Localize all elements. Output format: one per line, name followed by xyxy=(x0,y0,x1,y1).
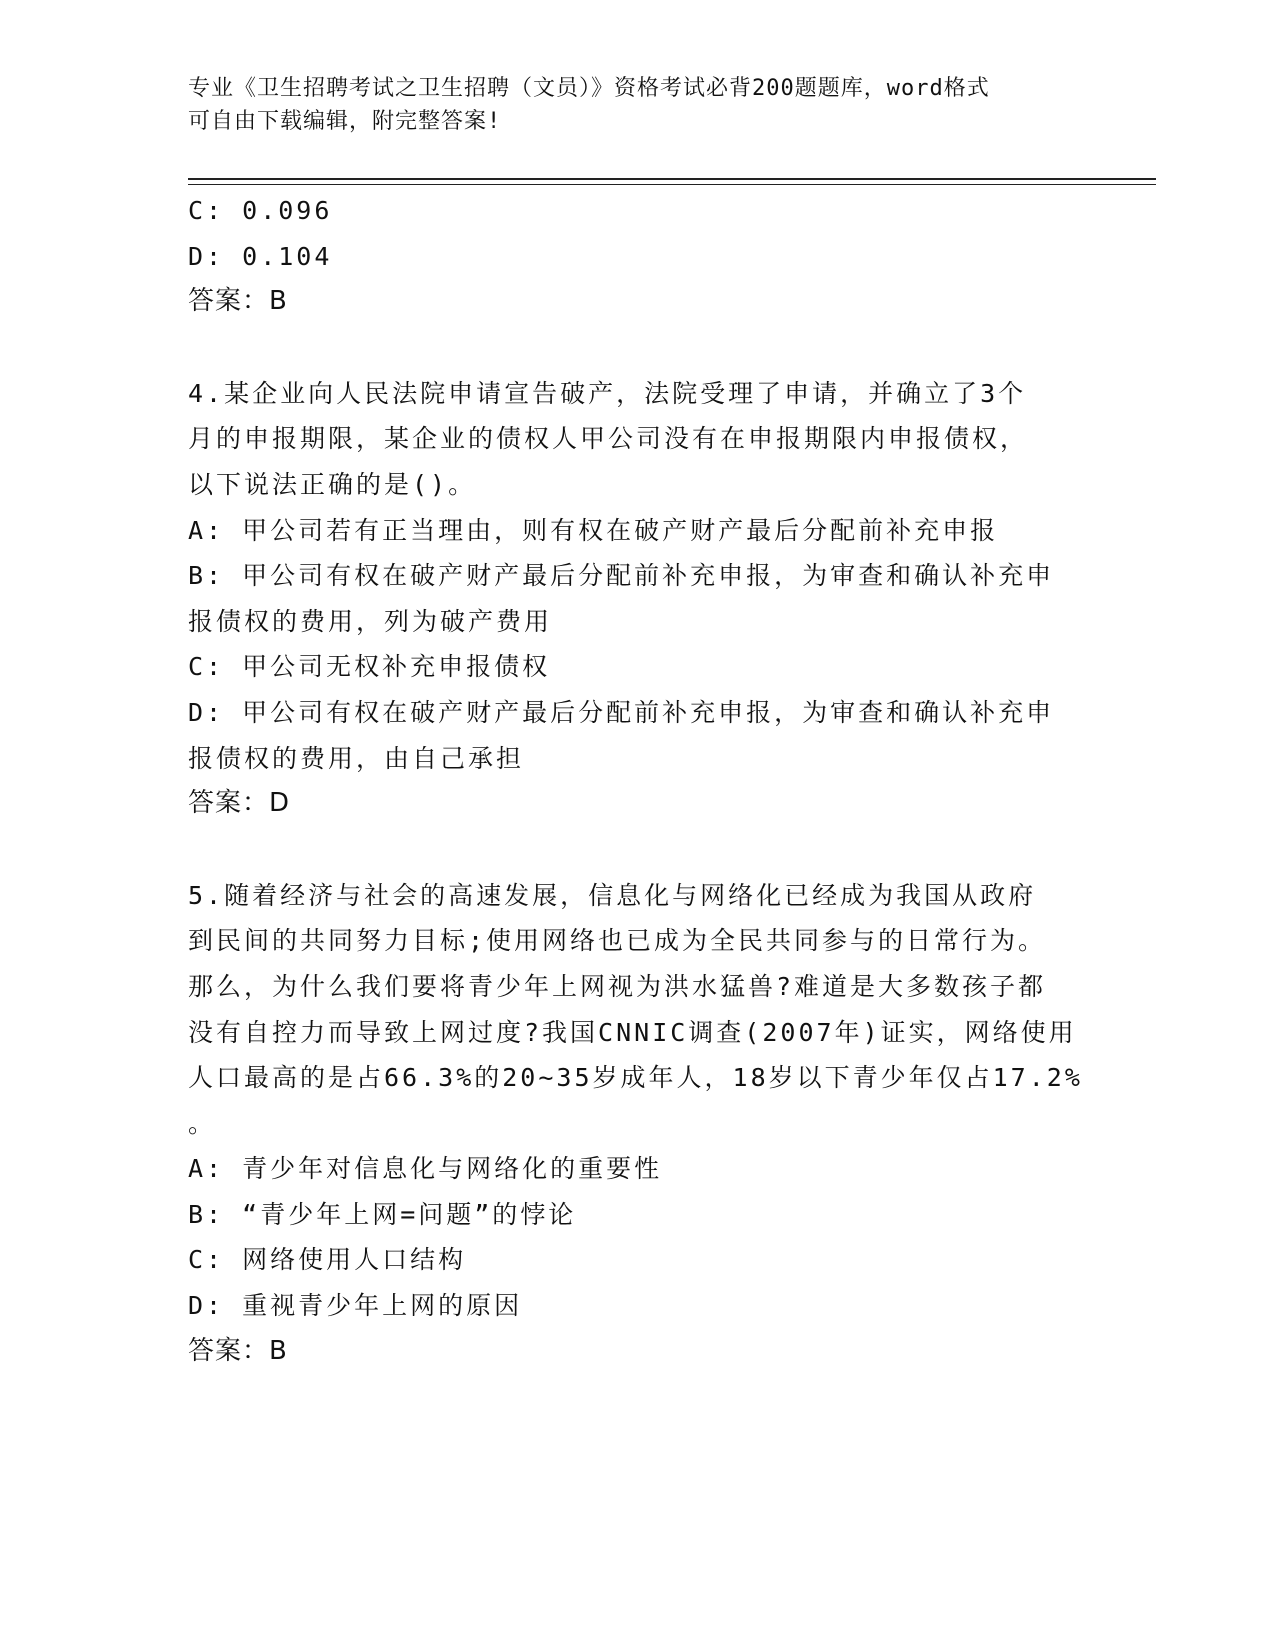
q4-option-b-line: B: 甲公司有权在破产财产最后分配前补充申报，为审查和确认补充申 xyxy=(188,561,1055,591)
q4-stem-line: 4.某企业向人民法院申请宣告破产，法院受理了申请，并确立了3个 xyxy=(188,378,1027,408)
q4-answer: 答案：D xyxy=(188,788,291,819)
question-5 xyxy=(188,873,1088,1375)
q3-option-c: C: 0.096 xyxy=(188,196,333,225)
header-title-line-1: 专业《卫生招聘考试之卫生招聘（文员）》资格考试必背200题题库，word格式 xyxy=(188,76,990,101)
q5-option-b: B: “青少年上网=问题”的悖论 xyxy=(188,1199,577,1229)
spacer xyxy=(188,827,1088,873)
q3-option-d: D: 0.104 xyxy=(188,241,333,271)
q4-option-d-line: 报债权的费用，由自己承担 xyxy=(188,743,525,773)
q5-stem-line: 那么，为什么我们要将青少年上网视为洪水猛兽?难道是大多数孩子都 xyxy=(188,971,1047,1001)
spacer xyxy=(188,325,1088,371)
document-header xyxy=(188,72,1088,138)
question-3 xyxy=(188,188,1088,325)
document-body xyxy=(188,188,1088,1374)
q4-stem-line: 月的申报期限，某企业的债权人甲公司没有在申报期限内申报债权， xyxy=(188,424,1029,454)
q5-stem-line: 到民间的共同努力目标;使用网络也已成为全民共同参与的日常行为。 xyxy=(188,926,1047,956)
q5-answer: 答案：B xyxy=(188,1335,288,1366)
q3-answer: 答案：B xyxy=(188,286,288,317)
q4-option-b-line: 报债权的费用，列为破产费用 xyxy=(188,606,553,636)
q4-option-d-line: D: 甲公司有权在破产财产最后分配前补充申报，为审查和确认补充申 xyxy=(188,697,1055,727)
q5-stem-line: 人口最高的是占66.3%的20~35岁成年人，18岁以下青少年仅占17.2% xyxy=(188,1063,1083,1093)
q5-option-a: A: 青少年对信息化与网络化的重要性 xyxy=(188,1154,663,1184)
q5-option-d: D: 重视青少年上网的原因 xyxy=(188,1291,523,1321)
question-4 xyxy=(188,371,1088,827)
q5-option-c: C: 网络使用人口结构 xyxy=(188,1245,467,1275)
q5-stem-line: 没有自控力而导致上网过度?我国CNNIC调查(2007年)证实，网络使用 xyxy=(188,1017,1077,1047)
header-divider xyxy=(188,178,1156,185)
q4-option-c: C: 甲公司无权补充申报债权 xyxy=(188,652,551,682)
q4-option-a: A: 甲公司若有正当理由，则有权在破产财产最后分配前补充申报 xyxy=(188,515,999,545)
q4-stem-line: 以下说法正确的是()。 xyxy=(188,469,477,499)
q5-stem-line: 5.随着经济与社会的高速发展，信息化与网络化已经成为我国从政府 xyxy=(188,880,1037,910)
header-title-line-2: 可自由下载编辑，附完整答案! xyxy=(188,109,502,134)
q5-stem-line: 。 xyxy=(188,1108,217,1138)
